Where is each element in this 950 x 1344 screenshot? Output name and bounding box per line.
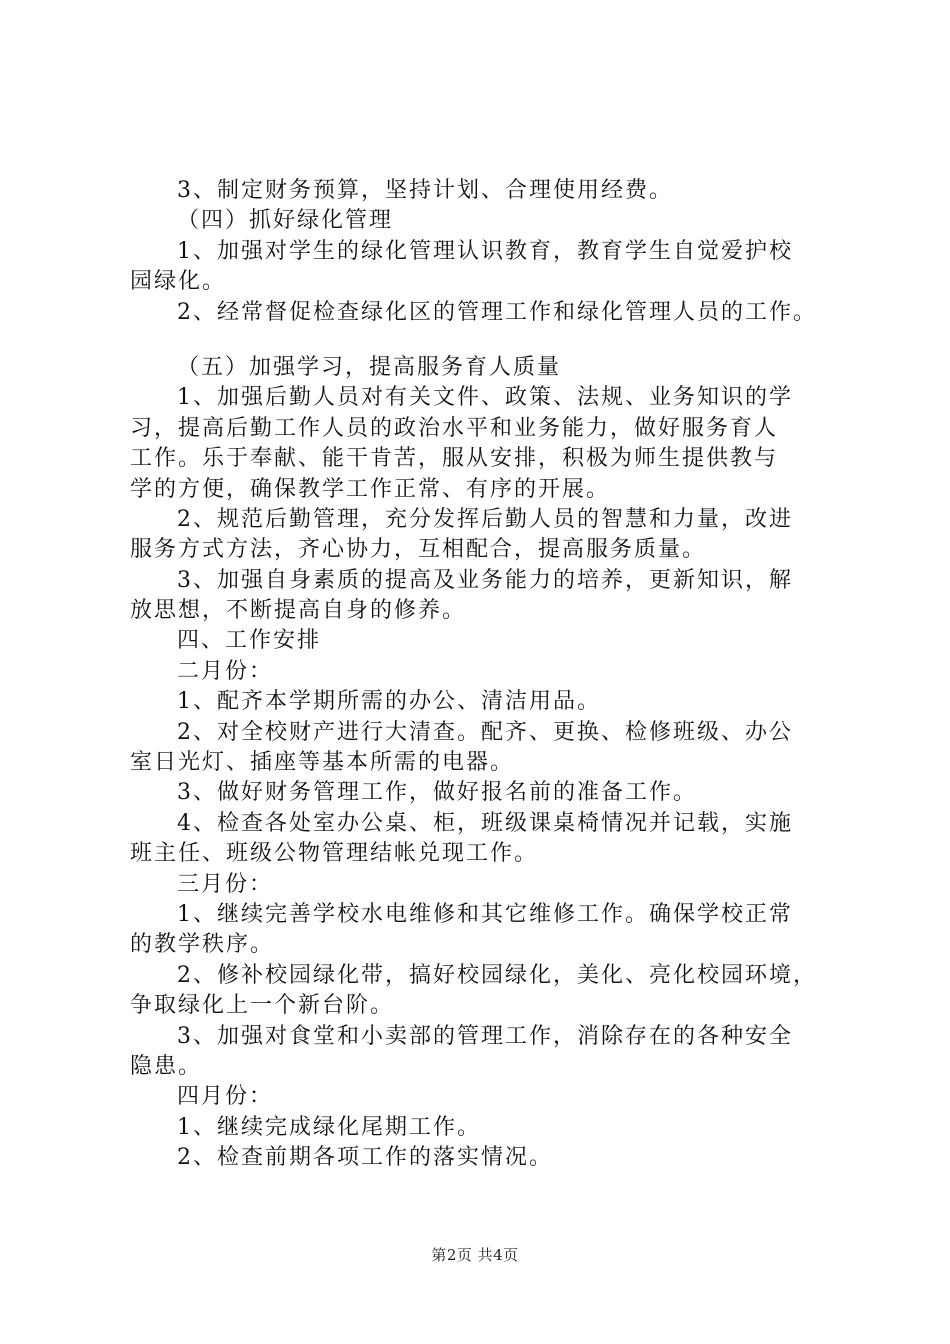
paragraph-line: 2、修补校园绿化带，搞好校园绿化，美化、亮化校园环境， bbox=[177, 962, 817, 988]
paragraph-line: 争取绿化上一个新台阶。 bbox=[130, 993, 395, 1019]
paragraph-line: 的教学秩序。 bbox=[130, 932, 275, 958]
paragraph-line: 4、检查各处室办公桌、柜，班级课桌椅情况并记载，实施 bbox=[177, 810, 793, 836]
paragraph-line: 2、检查前期各项工作的落实情况。 bbox=[177, 1145, 553, 1171]
month-heading-march: 三月份： bbox=[177, 871, 274, 897]
paragraph-gap bbox=[130, 328, 835, 353]
paragraph-line: 3、加强对食堂和小卖部的管理工作，消除存在的各种安全 bbox=[177, 1023, 793, 1049]
paragraph-line: 放思想，不断提高自身的修养。 bbox=[130, 598, 467, 624]
paragraph-line: 班主任、班级公物管理结帐兑现工作。 bbox=[130, 841, 539, 867]
paragraph-line: 习，提高后勤工作人员的政治水平和业务能力，做好服务育人 bbox=[130, 415, 779, 441]
paragraph-line: 隐患。 bbox=[130, 1053, 203, 1079]
paragraph-line: 1、配齐本学期所需的办公、清洁用品。 bbox=[177, 689, 601, 715]
section-heading-five: （五）加强学习，提高服务育人质量 bbox=[177, 354, 562, 380]
paragraph-line: 园绿化。 bbox=[130, 269, 227, 295]
paragraph-line: 2、经常督促检查绿化区的管理工作和绿化管理人员的工作。 bbox=[177, 299, 817, 325]
paragraph-line: 学的方便，确保教学工作正常、有序的开展。 bbox=[130, 476, 611, 502]
paragraph-line: 1、继续完成绿化尾期工作。 bbox=[177, 1114, 481, 1140]
paragraph-line: 1、加强后勤人员对有关文件、政策、法规、业务知识的学 bbox=[177, 385, 793, 411]
month-heading-february: 二月份： bbox=[177, 658, 274, 684]
paragraph-line: 3、制定财务预算，坚持计划、合理使用经费。 bbox=[177, 178, 673, 203]
paragraph-line: 服务方式方法，齐心协力，互相配合，提高服务质量。 bbox=[130, 537, 707, 563]
paragraph-line: 2、对全校财产进行大清查。配齐、更换、检修班级、办公 bbox=[177, 719, 793, 745]
paragraph-line: 3、加强自身素质的提高及业务能力的培养，更新知识，解 bbox=[177, 567, 793, 593]
paragraph-line: 工作。乐于奉献、能干肯苦，服从安排，积极为师生提供教与 bbox=[130, 446, 779, 472]
paragraph-line: 室日光灯、插座等基本所需的电器。 bbox=[130, 750, 515, 776]
month-heading-april: 四月份： bbox=[177, 1084, 274, 1110]
paragraph-line: 2、规范后勤管理，充分发挥后勤人员的智慧和力量，改进 bbox=[177, 506, 793, 532]
section-heading-schedule: 四、工作安排 bbox=[177, 628, 322, 654]
page-footer: 第2页 共4页 bbox=[431, 1246, 519, 1264]
paragraph-line: 3、做好财务管理工作，做好报名前的准备工作。 bbox=[177, 780, 697, 806]
paragraph-line: 1、加强对学生的绿化管理认识教育，教育学生自觉爱护校 bbox=[177, 238, 793, 264]
paragraph-line: 1、继续完善学校水电维修和其它维修工作。确保学校正常 bbox=[177, 901, 793, 927]
section-heading-four: （四）抓好绿化管理 bbox=[177, 208, 394, 234]
document-body bbox=[130, 176, 835, 1174]
